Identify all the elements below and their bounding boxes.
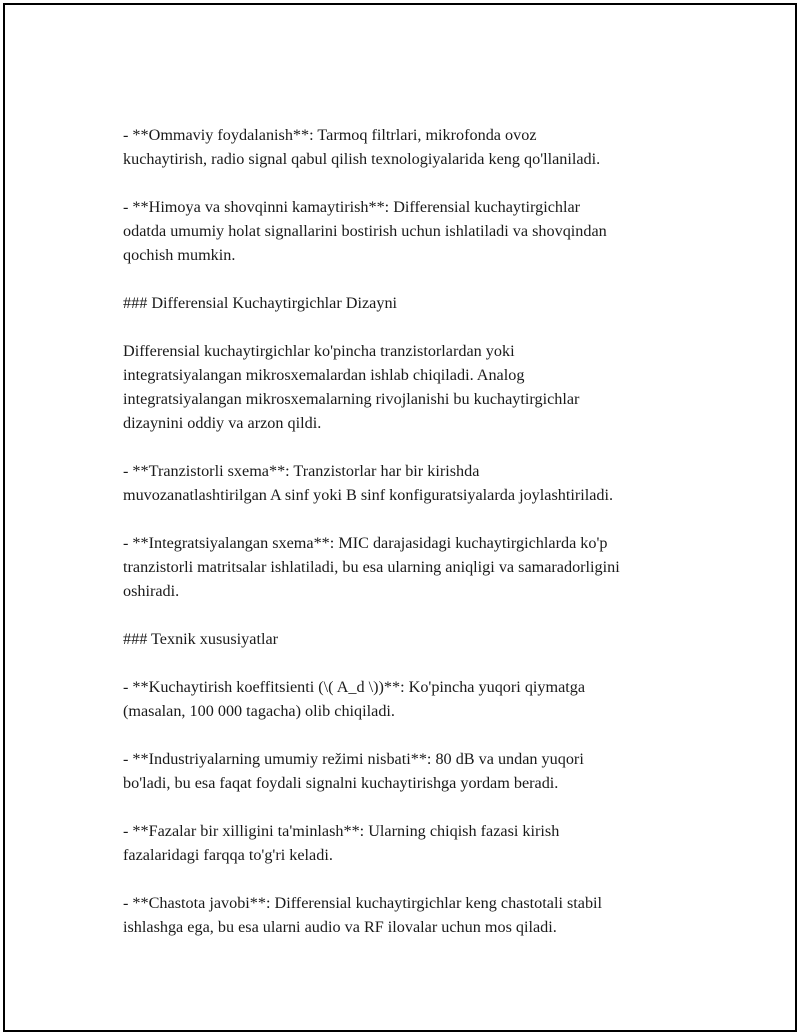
text-line: integratsiyalangan mikrosxemalarning rivojlanishi bu kuchaytirgichlar <box>123 390 580 408</box>
text-line: bo'ladi, bu esa faqat foydali signalni kuchaytirishga yordam beradi. <box>123 774 559 792</box>
heading-line: ### Differensial Kuchaytirgichlar Dizayni <box>123 294 398 312</box>
text-line: qochish mumkin. <box>123 246 236 264</box>
heading-texnik-xususiyatlar <box>123 627 723 651</box>
heading-dizayn <box>123 291 723 315</box>
text-line: Differensial kuchaytirgichlar ko'pincha tranzistorlardan yoki <box>123 342 515 360</box>
document-body <box>123 123 723 963</box>
paragraph-chastota-javobi <box>123 891 723 939</box>
text-line: (masalan, 100 000 tagacha) olib chiqiladi. <box>123 702 395 720</box>
paragraph-tranzistorli-sxema <box>123 459 723 507</box>
text-line: - **Industriyalarning umumiy režimi nisbati**: 80 dB va undan yuqori <box>123 750 584 768</box>
text-line: tranzistorli matritsalar ishlatiladi, bu esa ularning aniqligi va samaradorligini <box>123 558 620 576</box>
text-line: kuchaytirish, radio signal qabul qilish texnologiyalarida keng qo'llaniladi. <box>123 150 601 168</box>
text-line: - **Integratsiyalangan sxema**: MIC darajasidagi kuchaytirgichlarda ko'p <box>123 534 608 552</box>
text-line: muvozanatlashtirilgan A sinf yoki B sinf konfiguratsiyalarda joylashtiriladi. <box>123 486 614 504</box>
paragraph-integratsiyalangan-sxema <box>123 531 723 603</box>
paragraph-ommaviy-foydalanish <box>123 123 723 171</box>
paragraph-himoya <box>123 195 723 267</box>
text-line: - **Kuchaytirish koeffitsienti (\( A_d \))**: Ko'pincha yuqori qiymatga <box>123 678 586 696</box>
paragraph-dizayn-intro <box>123 339 723 435</box>
text-line: odatda umumiy holat signallarini bostirish uchun ishlatiladi va shovqindan <box>123 222 607 240</box>
paragraph-fazalar <box>123 819 723 867</box>
text-line: - **Fazalar bir xilligini ta'minlash**: Ularning chiqish fazasi kirish <box>123 822 560 840</box>
paragraph-umumiy-rejim <box>123 747 723 795</box>
text-line: - **Tranzistorli sxema**: Tranzistorlar har bir kirishda <box>123 462 480 480</box>
text-line: fazalaridagi farqqa to'g'ri keladi. <box>123 846 333 864</box>
text-line: - **Chastota javobi**: Differensial kuchaytirgichlar keng chastotali stabil <box>123 894 603 912</box>
text-line: ishlashga ega, bu esa ularni audio va RF ilovalar uchun mos qiladi. <box>123 918 557 936</box>
paragraph-kuchaytirish-koeffitsienti <box>123 675 723 723</box>
text-line: - **Himoya va shovqinni kamaytirish**: Differensial kuchaytirgichlar <box>123 198 581 216</box>
text-line: dizaynini oddiy va arzon qildi. <box>123 414 322 432</box>
page-frame <box>3 3 797 1032</box>
text-line: oshiradi. <box>123 582 180 600</box>
text-line: - **Ommaviy foydalanish**: Tarmoq filtrlari, mikrofonda ovoz <box>123 126 537 144</box>
heading-line: ### Texnik xususiyatlar <box>123 630 279 648</box>
text-line: integratsiyalangan mikrosxemalardan ishlab chiqiladi. Analog <box>123 366 525 384</box>
